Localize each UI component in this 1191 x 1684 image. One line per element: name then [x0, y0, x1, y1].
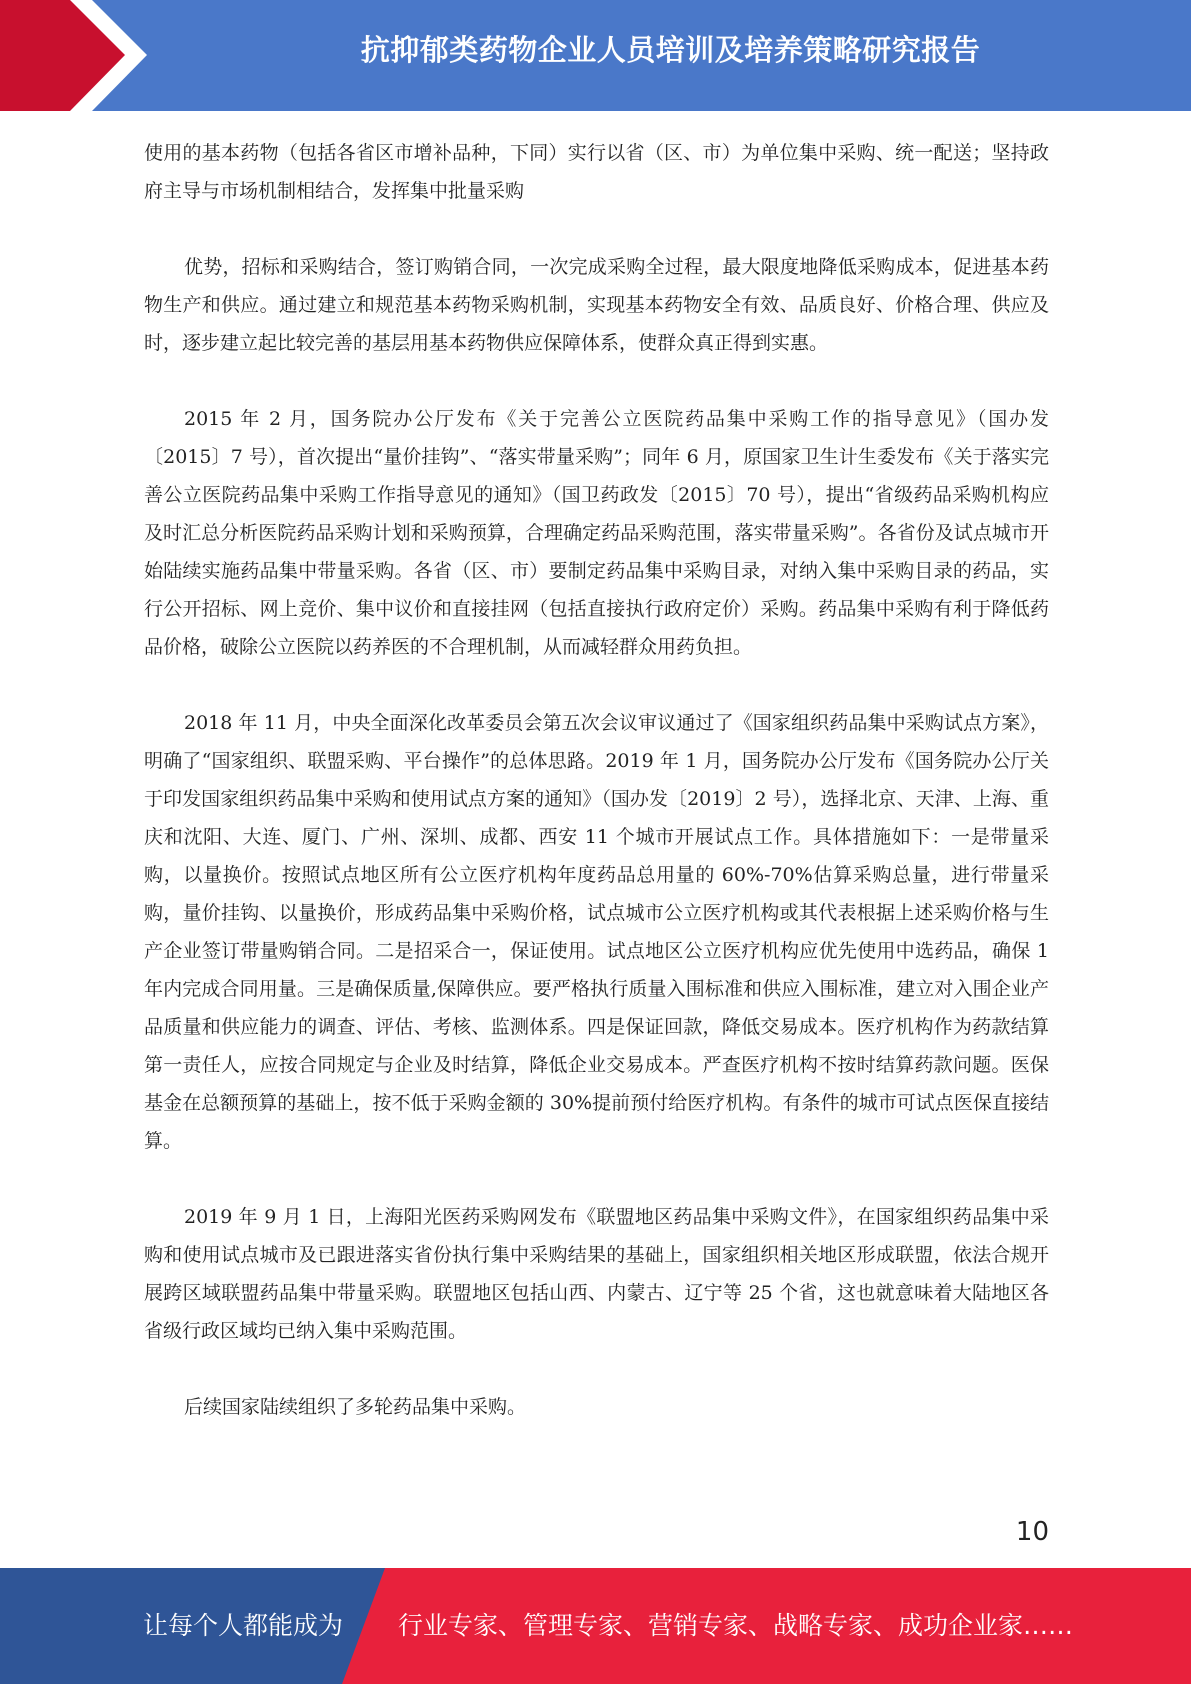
document-title: 抗抑郁类药物企业人员培训及培养策略研究报告 — [360, 33, 981, 67]
footer-slogan-right: 行业专家、管理专家、营销专家、战略专家、成功企业家…… — [398, 1611, 1074, 1640]
paragraph-2: 优势，招标和采购结合，签订购销合同，一次完成采购全过程，最大限度地降低采购成本，促进基本药物生产和供应。通过建立和规范基本药物采购机制，实现基本药物安全有效、品质良好、价格合理、供应及时，逐步建立起比较完善的基层用基本药物供应保障体系，使群众真正得到实惠。 — [144, 256, 1049, 354]
paragraph-4: 2018 年 11 月，中央全面深化改革委员会第五次会议审议通过了《国家组织药品集中采购试点方案》，明确了“国家组织、联盟采购、平台操作”的总体思路。2019 年 1 月，国务院办公厅发布《国务院办公厅关于印发国家组织药品集中采购和使用试点方案的通知》（国办发〔2019〕2 号），选择北京、天津、上海、重庆和沈阳、大连、厦门、广州、深圳、成都、西安 11 个城市开展试点工作。具体措施如下：一是带量采购，以量换价。按照试点地区所有公立医疗机构年度药品总用量的 60%-70%估算采购总量，进行带量采购，量价挂钩、以量换价，形成药品集中采购价格，试点城市公立医疗机构或其代表根据上述采购价格与生产企业签订带量购销合同。二是招采合一，保证使用。试点地区公立医疗机构应优先使用中选药品，确保 1 年内完成合同用量。三是确保质量,保障供应。要严格执行质量入围标准和供应入围标准，建立对入围企业产品质量和供应能力的调查、评估、考核、监测体系。四是保证回款，降低交易成本。医疗机构作为药款结算第一责任人，应按合同规定与企业及时结算，降低企业交易成本。严查医疗机构不按时结算药款问题。医保基金在总额预算的基础上，按不低于采购金额的 30%提前预付给医疗机构。有条件的城市可试点医保直接结算。 — [144, 712, 1049, 1152]
paragraph-1: 使用的基本药物（包括各省区市增补品种，下同）实行以省（区、市）为单位集中采购、统一配送；坚持政府主导与市场机制相结合，发挥集中批量采购 — [144, 142, 1049, 202]
page-header — [0, 0, 1191, 111]
page-number: 10 — [1015, 1517, 1049, 1547]
paragraph-5: 2019 年 9 月 1 日，上海阳光医药采购网发布《联盟地区药品集中采购文件》，在国家组织药品集中采购和使用试点城市及已跟进落实省份执行集中采购结果的基础上，国家组织相关地区形成联盟，依法合规开展跨区域联盟药品集中带量采购。联盟地区包括山西、内蒙古、辽宁等 25 个省，这也就意味着大陆地区各省级行政区域均已纳入集中采购范围。 — [144, 1206, 1049, 1342]
paragraph-6: 后续国家陆续组织了多轮药品集中采购。 — [184, 1396, 527, 1418]
footer-slogan-left: 让每个人都能成为 — [143, 1611, 344, 1640]
document-body — [144, 134, 1049, 1464]
header-arrow-decoration — [0, 0, 160, 111]
page-footer — [0, 1568, 1191, 1684]
paragraph-3: 2015 年 2 月，国务院办公厅发布《关于完善公立医院药品集中采购工作的指导意见》（国办发〔2015〕7 号），首次提出“量价挂钩”、“落实带量采购”；同年 6 月，原国家卫生计生委发布《关于落实完善公立医院药品集中采购工作指导意见的通知》（国卫药政发〔2015〕70 号），提出“省级药品采购机构应及时汇总分析医院药品采购计划和采购预算，合理确定药品采购范围，落实带量采购”。各省份及试点城市开始陆续实施药品集中带量采购。各省（区、市）要制定药品集中采购目录，对纳入集中采购目录的药品，实行公开招标、网上竞价、集中议价和直接挂网（包括直接执行政府定价）采购。药品集中采购有利于降低药品价格，破除公立医院以药养医的不合理机制，从而减轻群众用药负担。 — [144, 408, 1049, 658]
